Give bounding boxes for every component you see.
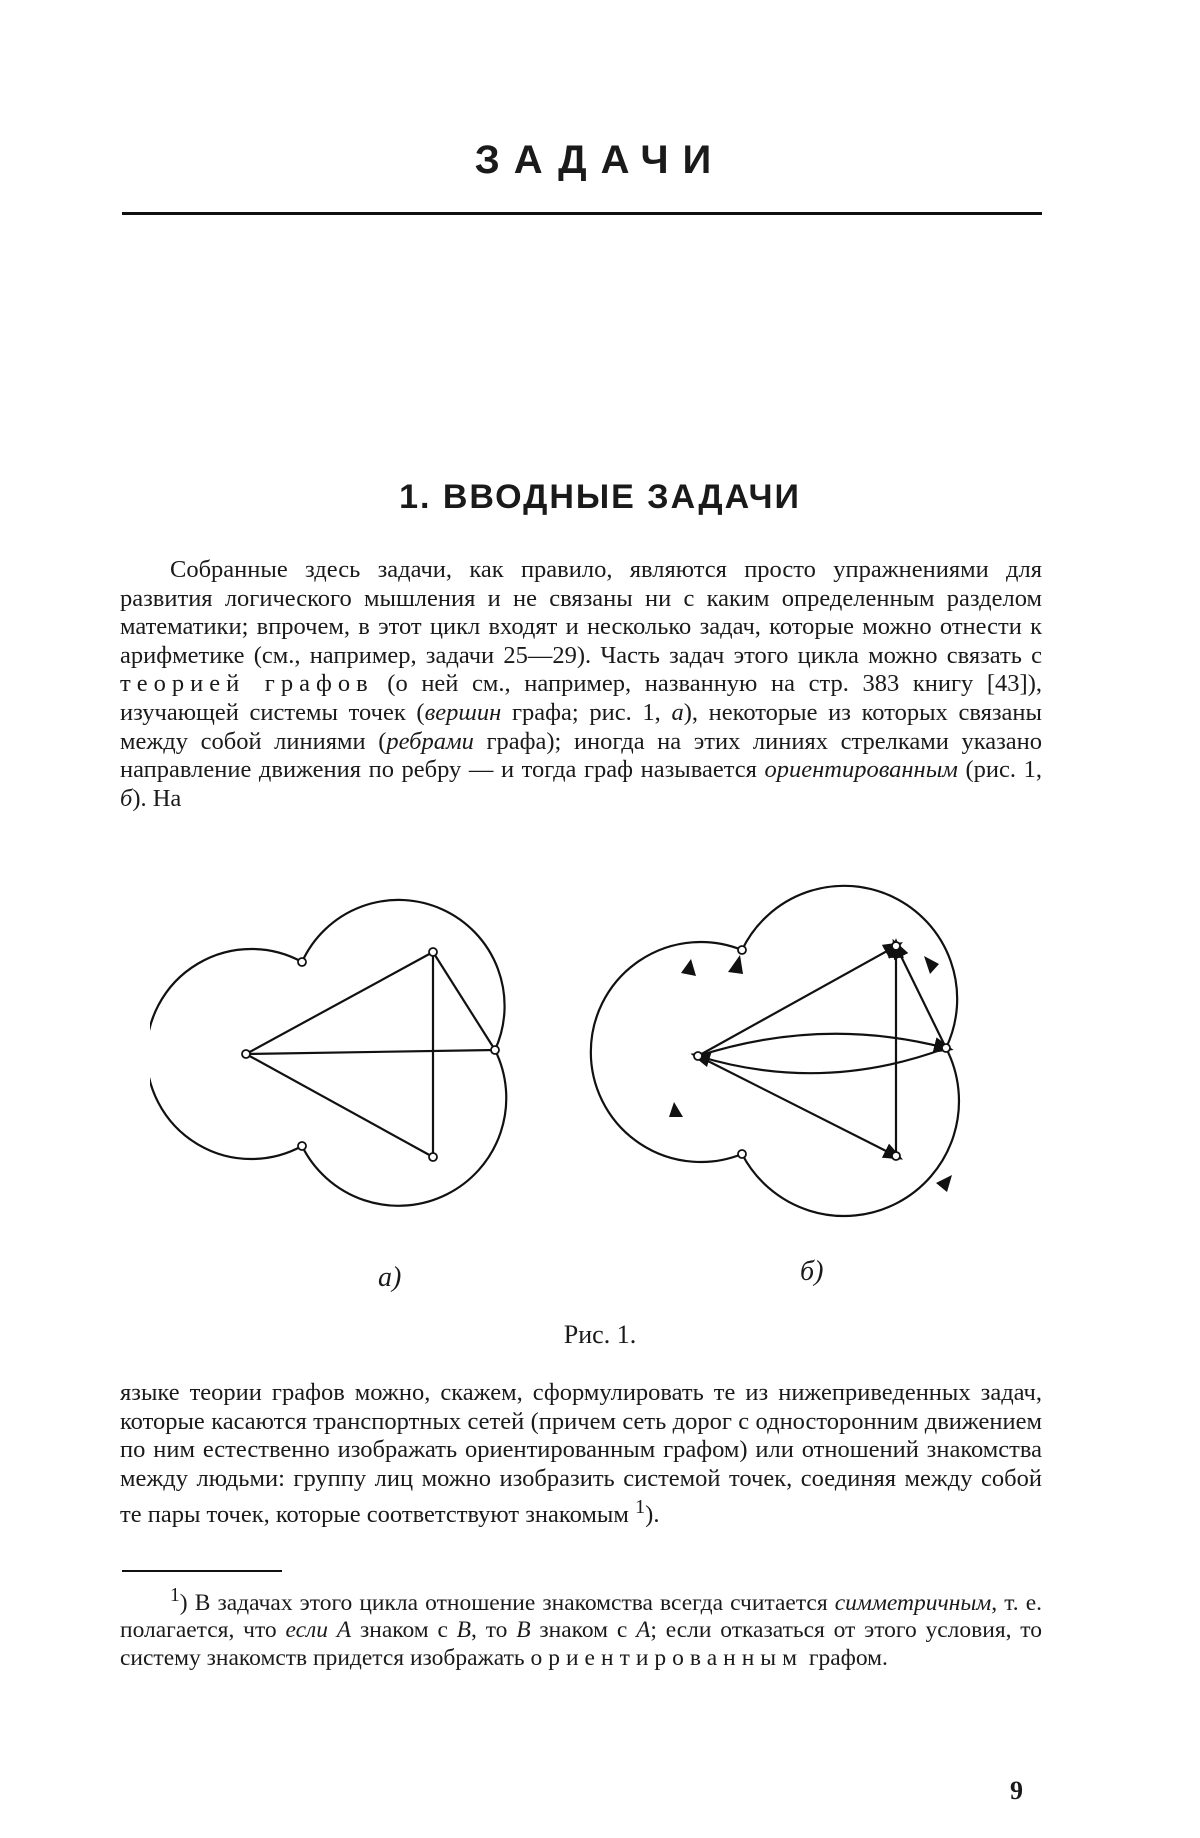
graph-a-vertex	[298, 1142, 306, 1150]
graph-b-vertex	[694, 1052, 702, 1060]
arrow-bottom-loop	[936, 1175, 952, 1192]
arrow-left-top-link	[728, 955, 743, 974]
graph-b-vertex	[738, 946, 746, 954]
graph-b-loop-left	[591, 942, 742, 1162]
chapter-title: 1. ВВОДНЫЕ ЗАДАЧИ	[399, 478, 801, 516]
term-edges: ребрами	[386, 727, 474, 755]
graph-b-loop-top	[742, 886, 957, 1048]
graph-b-vertex	[892, 1152, 900, 1160]
figure-label-b: б)	[800, 1256, 824, 1287]
arrow-top-loop	[924, 956, 939, 974]
arrow-left-loop-up	[681, 959, 696, 976]
graph-a-vertex	[491, 1046, 499, 1054]
graph-a-loop-bottom	[302, 1050, 506, 1206]
term-vertices: вершин	[424, 698, 502, 726]
graph-a-vertex	[242, 1050, 250, 1058]
page-number: 9	[1010, 1776, 1023, 1805]
footnote: $^1$) В задачах этого цикла отношение знакомства всегда считается симметричным, т. е. полагается, что если А знаком с В, то В знаком с А; если отказаться от этого условия, то систему знакомств придется изображать ориентированным графом.	[120, 1585, 1043, 1671]
figure-caption: Рис. 1.	[563, 1320, 637, 1349]
title-rule	[122, 212, 1042, 215]
figure-graphs	[150, 870, 1030, 1250]
term-oriented: ориентированным	[764, 756, 958, 784]
graph-a	[150, 900, 506, 1206]
footnote-reference: 1	[634, 1496, 646, 1519]
footnote-mark: 1	[170, 1585, 180, 1606]
graph-b-vertex	[892, 942, 900, 950]
graph-a-vertex	[429, 948, 437, 956]
graph-a-loop-top	[302, 900, 505, 1050]
continuation-paragraph: языке теории графов можно, скажем, сформулировать те из нижеприведенных задач, которые касаются транспортных сетей (причем сеть дорог с односторонним движением по ним естественно изображать ориентированным графом) или отношений знакомства между людьми: группу лиц можно изобразить системой точек, соединяя между собой те пары точек, которые соответствуют знакомым $^1$).	[120, 1379, 1042, 1529]
graph-a-vertex	[429, 1153, 437, 1161]
arrow-left-loop-down	[669, 1102, 683, 1117]
footnote-rule	[122, 1570, 282, 1572]
figure-label-a: а)	[378, 1262, 402, 1293]
term-graph-theory: теорией графов	[120, 670, 374, 698]
graph-b-vertex	[738, 1150, 746, 1158]
graph-a-vertex	[298, 958, 306, 966]
graph-b-vertex	[942, 1044, 950, 1052]
intro-paragraph: Собранные здесь задачи, как правило, являются просто упражнениями для развития логического мышления и не связаны ни с каким определенным разделом математики; впрочем, в этот цикл входят и несколько задач, которые можно отнести к арифметике (см., например, задачи 25—29). Часть задач этого цикла можно связать с теорией графов (о ней см., например, названную на стр. 383 книгу [43]), изучающей системы точек (вершин графа; рис. 1, а), некоторые из которых связаны между собой линиями (ребрами графа); иногда на этих линиях стрелками указано направление движения по ребру — и тогда граф называется ориентированным (рис. 1, б). На	[120, 556, 1043, 812]
graph-b-vertices	[694, 942, 950, 1160]
section-title: ЗАДАЧИ	[474, 138, 726, 182]
graph-b	[591, 886, 959, 1216]
